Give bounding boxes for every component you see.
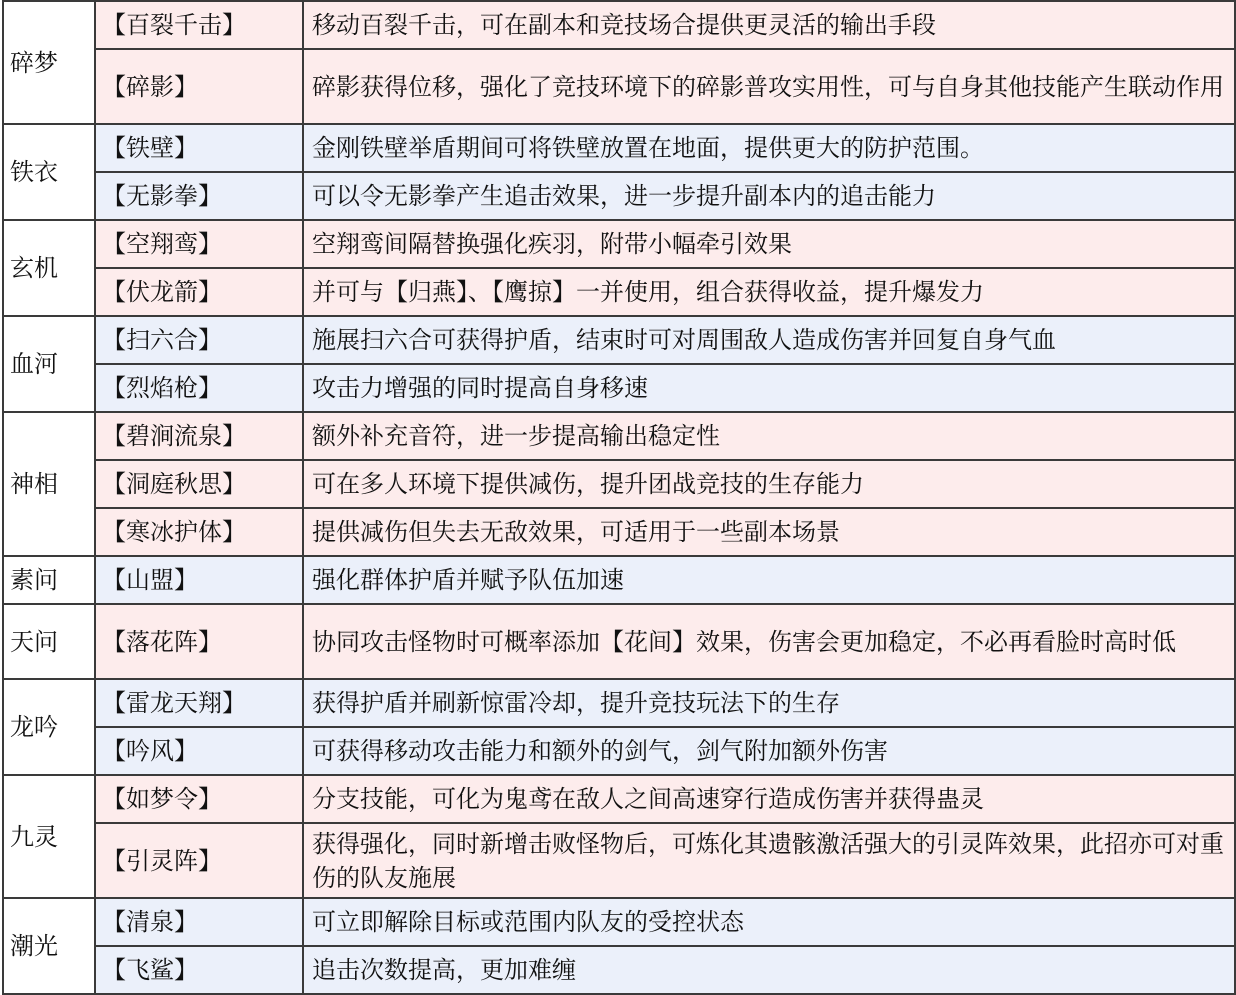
skill-description: 可获得移动攻击能力和额外的剑气，剑气附加额外伤害 bbox=[303, 727, 1235, 775]
school-name: 血河 bbox=[3, 316, 95, 412]
skill-name: 【伏龙箭】 bbox=[95, 268, 303, 316]
skill-name: 【洞庭秋思】 bbox=[95, 460, 303, 508]
school-name: 龙吟 bbox=[3, 679, 95, 775]
skill-name: 【扫六合】 bbox=[95, 316, 303, 364]
skill-name: 【雷龙天翔】 bbox=[95, 679, 303, 727]
skill-name: 【寒冰护体】 bbox=[95, 508, 303, 556]
skill-description: 协同攻击怪物时可概率添加【花间】效果，伤害会更加稳定，不必再看脸时高时低 bbox=[303, 604, 1235, 679]
school-name: 素问 bbox=[3, 556, 95, 604]
table-row bbox=[3, 268, 1235, 316]
table-row bbox=[3, 604, 1235, 679]
skill-description: 空翔鸾间隔替换强化疾羽，附带小幅牵引效果 bbox=[303, 220, 1235, 268]
skill-description: 可以令无影拳产生追击效果，进一步提升副本内的追击能力 bbox=[303, 172, 1235, 220]
school-name: 潮光 bbox=[3, 898, 95, 994]
skill-name: 【百裂千击】 bbox=[95, 1, 303, 49]
school-name: 玄机 bbox=[3, 220, 95, 316]
skill-name: 【碧涧流泉】 bbox=[95, 412, 303, 460]
skill-description: 强化群体护盾并赋予队伍加速 bbox=[303, 556, 1235, 604]
skill-description: 提供减伤但失去无敌效果，可适用于一些副本场景 bbox=[303, 508, 1235, 556]
table-row bbox=[3, 49, 1235, 124]
table-row bbox=[3, 898, 1235, 946]
table-row bbox=[3, 412, 1235, 460]
skill-name: 【如梦令】 bbox=[95, 775, 303, 823]
table-row bbox=[3, 556, 1235, 604]
table-row bbox=[3, 823, 1235, 898]
skill-description: 可立即解除目标或范围内队友的受控状态 bbox=[303, 898, 1235, 946]
skill-name: 【引灵阵】 bbox=[95, 823, 303, 898]
skill-name: 【无影拳】 bbox=[95, 172, 303, 220]
skill-name: 【铁壁】 bbox=[95, 124, 303, 172]
skill-description: 金刚铁壁举盾期间可将铁壁放置在地面，提供更大的防护范围。 bbox=[303, 124, 1235, 172]
table-row bbox=[3, 679, 1235, 727]
skill-description: 获得强化，同时新增击败怪物后，可炼化其遗骸激活强大的引灵阵效果，此招亦可对重伤的队友施展 bbox=[303, 823, 1235, 898]
table-row bbox=[3, 727, 1235, 775]
table-row bbox=[3, 124, 1235, 172]
skill-name: 【烈焰枪】 bbox=[95, 364, 303, 412]
school-name: 神相 bbox=[3, 412, 95, 556]
table-row bbox=[3, 1, 1235, 49]
table-row bbox=[3, 364, 1235, 412]
table-row bbox=[3, 775, 1235, 823]
table-row bbox=[3, 946, 1235, 994]
skill-description: 攻击力增强的同时提高自身移速 bbox=[303, 364, 1235, 412]
skill-name: 【落花阵】 bbox=[95, 604, 303, 679]
skill-name: 【碎影】 bbox=[95, 49, 303, 124]
skill-name: 【清泉】 bbox=[95, 898, 303, 946]
skill-description: 可在多人环境下提供减伤，提升团战竞技的生存能力 bbox=[303, 460, 1235, 508]
table-row bbox=[3, 172, 1235, 220]
skill-name: 【空翔鸾】 bbox=[95, 220, 303, 268]
school-name: 碎梦 bbox=[3, 1, 95, 124]
skill-description: 并可与【归燕】、【鹰掠】一并使用，组合获得收益，提升爆发力 bbox=[303, 268, 1235, 316]
skill-description: 获得护盾并刷新惊雷冷却，提升竞技玩法下的生存 bbox=[303, 679, 1235, 727]
skill-description: 分支技能，可化为鬼鸢在敌人之间高速穿行造成伤害并获得蛊灵 bbox=[303, 775, 1235, 823]
table-row bbox=[3, 508, 1235, 556]
skill-description: 施展扫六合可获得护盾，结束时可对周围敌人造成伤害并回复自身气血 bbox=[303, 316, 1235, 364]
skill-name: 【山盟】 bbox=[95, 556, 303, 604]
school-name: 九灵 bbox=[3, 775, 95, 898]
skill-name: 【吟风】 bbox=[95, 727, 303, 775]
table-row bbox=[3, 220, 1235, 268]
skill-name: 【飞鲨】 bbox=[95, 946, 303, 994]
skill-description: 额外补充音符，进一步提高输出稳定性 bbox=[303, 412, 1235, 460]
skill-description: 追击次数提高，更加难缠 bbox=[303, 946, 1235, 994]
school-name: 铁衣 bbox=[3, 124, 95, 220]
table-row bbox=[3, 316, 1235, 364]
skill-change-table bbox=[2, 0, 1236, 995]
school-name: 天问 bbox=[3, 604, 95, 679]
skill-description: 碎影获得位移，强化了竞技环境下的碎影普攻实用性，可与自身其他技能产生联动作用 bbox=[303, 49, 1235, 124]
table-row bbox=[3, 460, 1235, 508]
skill-description: 移动百裂千击，可在副本和竞技场合提供更灵活的输出手段 bbox=[303, 1, 1235, 49]
